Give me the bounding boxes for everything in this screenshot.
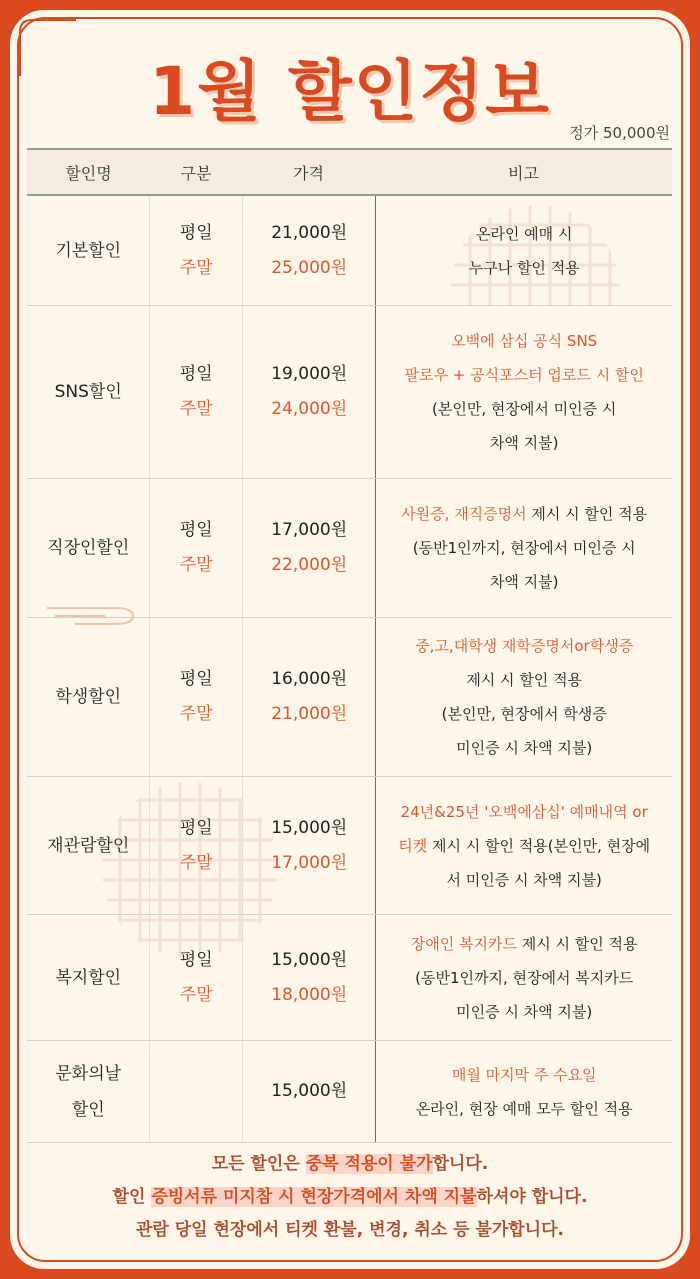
note-rest: 제시 시 할인 적용(본인만, 현장에 (427, 836, 651, 855)
note-line: 미인증 시 차액 지불) (456, 739, 593, 757)
weekend-label: 주말 (179, 257, 213, 278)
footer-line (0, 1181, 700, 1214)
weekend-label: 주말 (179, 399, 213, 419)
note-line: (동반1인까지, 현장에서 복지카드 (415, 968, 634, 987)
weekend-price: 25,000원 (271, 257, 348, 278)
weekend-price: 17,000원 (271, 852, 348, 873)
header-price: 가격 (293, 163, 324, 183)
footer-highlight: 증빙서류 미지참 시 현장가격에서 차액 지불 (151, 1187, 477, 1207)
weekday-label: 평일 (179, 364, 213, 384)
weekday-label: 평일 (179, 949, 213, 970)
discount-name: 학생할인 (55, 687, 122, 707)
note-line: 차액 지불) (489, 573, 559, 591)
footer-text: 합니다. (432, 1154, 489, 1174)
weekday-label: 평일 (179, 222, 213, 243)
note-line-highlight: 매월 마지막 주 수요일 (451, 1065, 597, 1084)
note-rest: 제시 시 할인 적용 (517, 934, 638, 953)
weekend-price: 24,000원 (271, 399, 348, 419)
note-line: (동반1인까지, 현장에서 미인증 시 (412, 539, 636, 557)
table-row (27, 196, 672, 306)
note-line (405, 927, 644, 961)
footer-notice (0, 1148, 700, 1247)
footer-text: 하셔야 합니다. (476, 1187, 588, 1207)
weekday-price: 15,000원 (271, 817, 348, 838)
regular-price-note: 정가 50,000원 (569, 124, 670, 142)
weekend-label: 주말 (179, 984, 213, 1005)
note-line (395, 497, 653, 531)
weekday-label: 평일 (179, 520, 213, 540)
weekday-price: 16,000원 (271, 669, 348, 689)
discount-name: 문화의날 (55, 1063, 122, 1084)
footer-highlight: 중복 적용이 불가 (305, 1154, 433, 1174)
weekend-label: 주말 (179, 704, 213, 724)
note-line-highlight: 오백에 삼십 공식 SNS (451, 332, 598, 350)
discount-name: 할인 (71, 1099, 105, 1120)
table-row (27, 1041, 672, 1143)
note-line: (본인만, 현장에서 미인증 시 (432, 400, 617, 418)
table-row (27, 306, 672, 479)
weekday-price: 15,000원 (271, 949, 348, 970)
note-line: 온라인, 현장 예매 모두 할인 적용 (415, 1099, 633, 1118)
note-line-highlight: 24년&25년 '오백에삼십' 예매내역 or (400, 802, 648, 821)
weekend-price: 18,000원 (271, 984, 348, 1005)
weekday-price: 21,000원 (271, 222, 348, 243)
table-row (27, 479, 672, 618)
header-notes: 비고 (508, 163, 539, 183)
price: 15,000원 (271, 1081, 348, 1101)
note-line: 제시 시 할인 적용 (466, 671, 583, 689)
footer-text: 할인 (112, 1187, 152, 1207)
note-line-highlight: 중,고,대학생 재학증명서or학생증 (415, 637, 634, 655)
note-line-highlight: 팔로우 + 공식포스터 업로드 시 할인 (404, 366, 644, 384)
footer-line: 관람 당일 현장에서 티켓 환불, 변경, 취소 등 불가합니다. (135, 1220, 564, 1240)
weekend-label: 주말 (179, 852, 213, 873)
discount-name: 재관람할인 (47, 835, 130, 856)
note-line: 온라인 예매 시 (475, 224, 573, 243)
discount-name: 기본할인 (55, 240, 122, 261)
discount-table (27, 148, 672, 1143)
weekend-label: 주말 (179, 555, 213, 575)
weekday-label: 평일 (179, 669, 213, 689)
page-title: 1월 할인정보 (149, 53, 551, 130)
note-line: 누구나 할인 적용 (468, 258, 580, 277)
header-category: 구분 (180, 163, 212, 183)
note-line: 차액 지불) (489, 434, 559, 452)
note-line (392, 829, 656, 863)
discount-name: 복지할인 (55, 967, 122, 988)
note-line: (본인만, 현장에서 학생증 (441, 705, 607, 723)
weekday-price: 17,000원 (271, 520, 348, 540)
note-highlight: 사원증, 재직증명서 (401, 505, 527, 523)
note-highlight: 장애인 복지카드 (410, 934, 518, 953)
discount-name: 직장인할인 (47, 538, 130, 558)
footer-text: 모든 할인은 (211, 1154, 306, 1174)
discount-name: SNS할인 (54, 382, 122, 402)
footer-line (0, 1148, 700, 1181)
note-line: 미인증 시 차액 지불) (456, 1002, 593, 1021)
weekday-label: 평일 (179, 817, 213, 838)
note-highlight: 티켓 (398, 836, 428, 855)
note-line: 서 미인증 시 차액 지불) (446, 870, 602, 889)
weekend-price: 21,000원 (271, 704, 348, 724)
table-row (27, 915, 672, 1041)
table-row (27, 618, 672, 777)
table-header (27, 148, 672, 196)
note-rest: 제시 시 할인 적용 (526, 505, 648, 523)
weekday-price: 19,000원 (271, 364, 348, 384)
header-discount-name: 할인명 (65, 163, 112, 183)
table-row (27, 777, 672, 915)
weekend-price: 22,000원 (271, 555, 348, 575)
